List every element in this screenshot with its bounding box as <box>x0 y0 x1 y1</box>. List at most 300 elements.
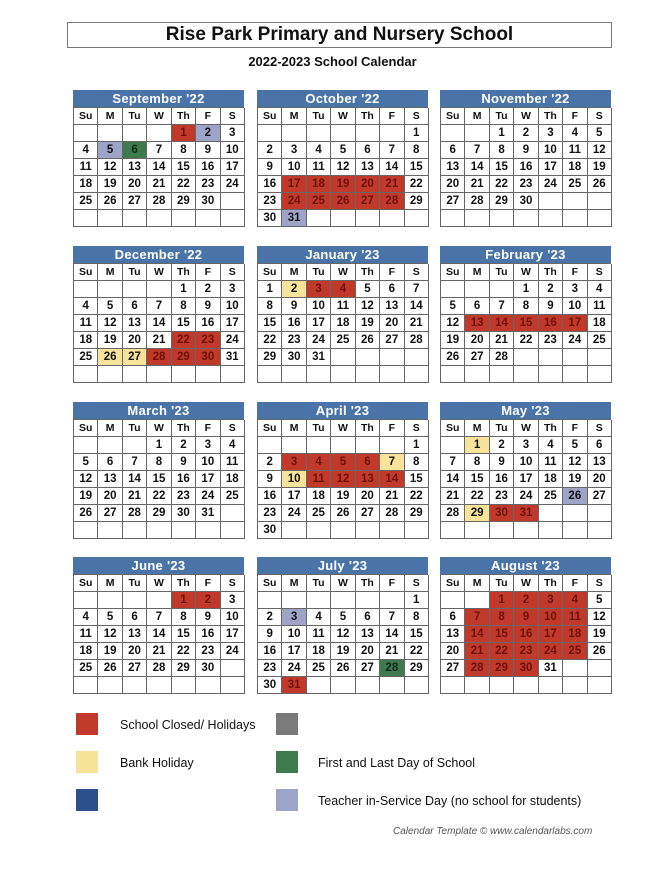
day-cell: 6 <box>98 454 122 471</box>
day-cell: 4 <box>74 609 98 626</box>
empty-cell <box>98 210 122 227</box>
day-cell: 28 <box>147 193 171 210</box>
day-cell: 23 <box>172 488 196 505</box>
day-cell: 12 <box>74 471 98 488</box>
day-cell: 3 <box>221 281 245 298</box>
day-cell: 15 <box>465 471 489 488</box>
day-cell: 25 <box>74 193 98 210</box>
day-cell: 19 <box>331 488 355 505</box>
day-cell: 20 <box>98 488 122 505</box>
day-cell: 6 <box>441 609 465 626</box>
day-cell: 2 <box>490 437 514 454</box>
day-cell: 30 <box>514 193 538 210</box>
weekday-header: S <box>588 420 612 437</box>
day-cell: 25 <box>307 660 331 677</box>
weekday-header: S <box>405 264 429 281</box>
empty-cell <box>307 125 331 142</box>
weekday-header: F <box>380 108 404 125</box>
day-cell: 20 <box>356 176 380 193</box>
month-calendar <box>73 402 244 539</box>
day-cell: 9 <box>196 142 220 159</box>
day-cell: 14 <box>465 626 489 643</box>
day-cell: 6 <box>356 142 380 159</box>
day-cell: 27 <box>123 660 147 677</box>
empty-cell <box>539 349 563 366</box>
day-cell: 4 <box>74 298 98 315</box>
empty-cell <box>441 210 465 227</box>
empty-cell <box>123 677 147 694</box>
day-cell: 24 <box>221 643 245 660</box>
day-cell: 4 <box>307 609 331 626</box>
day-cell: 13 <box>441 626 465 643</box>
day-cell: 9 <box>514 609 538 626</box>
day-cell: 24 <box>221 176 245 193</box>
day-cell: 25 <box>563 643 587 660</box>
day-cell: 18 <box>588 315 612 332</box>
day-cell: 17 <box>282 643 306 660</box>
day-cell: 20 <box>380 315 404 332</box>
weekday-header: Th <box>172 108 196 125</box>
empty-cell <box>588 366 612 383</box>
day-cell: 11 <box>563 609 587 626</box>
day-cell: 29 <box>172 193 196 210</box>
day-cell: 7 <box>490 298 514 315</box>
day-cell: 10 <box>221 298 245 315</box>
empty-cell <box>465 366 489 383</box>
month-grid <box>257 574 428 694</box>
empty-cell <box>74 592 98 609</box>
empty-cell <box>147 592 171 609</box>
day-cell: 10 <box>282 471 306 488</box>
day-cell: 14 <box>147 315 171 332</box>
day-cell: 8 <box>405 454 429 471</box>
day-cell: 18 <box>221 471 245 488</box>
empty-cell <box>123 281 147 298</box>
day-cell: 26 <box>98 349 122 366</box>
weekday-header: Su <box>441 575 465 592</box>
weekday-header: Tu <box>123 575 147 592</box>
day-cell: 14 <box>123 471 147 488</box>
empty-cell <box>380 677 404 694</box>
day-cell: 27 <box>380 332 404 349</box>
day-cell: 13 <box>123 626 147 643</box>
day-cell: 28 <box>405 332 429 349</box>
day-cell: 1 <box>490 592 514 609</box>
weekday-header: S <box>588 575 612 592</box>
empty-cell <box>331 592 355 609</box>
day-cell: 29 <box>258 349 282 366</box>
empty-cell <box>331 677 355 694</box>
empty-cell <box>356 592 380 609</box>
day-cell: 26 <box>98 193 122 210</box>
day-cell: 8 <box>490 609 514 626</box>
day-cell: 7 <box>380 142 404 159</box>
day-cell: 7 <box>465 609 489 626</box>
day-cell: 13 <box>123 159 147 176</box>
day-cell: 25 <box>307 505 331 522</box>
weekday-header: W <box>514 108 538 125</box>
day-cell: 16 <box>490 471 514 488</box>
legend-label-closed: School Closed/ Holidays <box>120 718 256 732</box>
day-cell: 12 <box>98 315 122 332</box>
weekday-header: Su <box>74 108 98 125</box>
day-cell: 11 <box>588 298 612 315</box>
weekday-header: F <box>196 420 220 437</box>
day-cell: 2 <box>258 454 282 471</box>
legend-label-inservice: Teacher in-Service Day (no school for students) <box>318 794 582 808</box>
month-calendar <box>440 402 611 539</box>
day-cell: 19 <box>98 643 122 660</box>
day-cell: 19 <box>441 332 465 349</box>
empty-cell <box>196 522 220 539</box>
day-cell: 7 <box>147 142 171 159</box>
day-cell: 7 <box>380 609 404 626</box>
day-cell: 9 <box>258 471 282 488</box>
day-cell: 21 <box>380 643 404 660</box>
template-credit: Calendar Template © www.calendarlabs.com <box>393 826 593 837</box>
month-grid <box>73 107 244 227</box>
weekday-header: F <box>563 264 587 281</box>
legend-swatch-blue <box>76 789 98 811</box>
day-cell: 4 <box>307 454 331 471</box>
day-cell: 29 <box>490 660 514 677</box>
weekday-header: Th <box>539 575 563 592</box>
legend-swatch-bank <box>76 751 98 773</box>
day-cell: 26 <box>98 660 122 677</box>
day-cell: 10 <box>196 454 220 471</box>
month-grid <box>257 107 428 227</box>
weekday-header: S <box>221 575 245 592</box>
empty-cell <box>490 366 514 383</box>
weekday-header: Tu <box>490 108 514 125</box>
month-title: September '22 <box>73 90 244 107</box>
empty-cell <box>221 522 245 539</box>
day-cell: 9 <box>258 626 282 643</box>
day-cell: 30 <box>196 349 220 366</box>
day-cell: 9 <box>490 454 514 471</box>
day-cell: 15 <box>514 315 538 332</box>
day-cell: 22 <box>147 488 171 505</box>
day-cell: 29 <box>405 660 429 677</box>
day-cell: 20 <box>123 643 147 660</box>
day-cell: 26 <box>331 660 355 677</box>
weekday-header: Th <box>172 264 196 281</box>
day-cell: 23 <box>514 643 538 660</box>
day-cell: 8 <box>465 454 489 471</box>
weekday-header: W <box>147 108 171 125</box>
month-grid <box>257 419 428 539</box>
empty-cell <box>221 505 245 522</box>
weekday-header: Th <box>356 108 380 125</box>
day-cell: 5 <box>74 454 98 471</box>
day-cell: 6 <box>465 298 489 315</box>
day-cell: 15 <box>172 159 196 176</box>
legend-swatch-firstlast <box>276 751 298 773</box>
day-cell: 27 <box>356 660 380 677</box>
day-cell: 11 <box>74 159 98 176</box>
empty-cell <box>98 522 122 539</box>
day-cell: 3 <box>282 454 306 471</box>
empty-cell <box>221 660 245 677</box>
day-cell: 7 <box>465 142 489 159</box>
empty-cell <box>465 210 489 227</box>
day-cell: 27 <box>356 505 380 522</box>
day-cell: 9 <box>539 298 563 315</box>
day-cell: 24 <box>282 193 306 210</box>
empty-cell <box>307 437 331 454</box>
day-cell: 10 <box>514 454 538 471</box>
month-calendar <box>73 557 244 694</box>
day-cell: 13 <box>356 626 380 643</box>
day-cell: 6 <box>441 142 465 159</box>
day-cell: 26 <box>331 505 355 522</box>
month-calendar <box>440 557 611 694</box>
day-cell: 27 <box>441 193 465 210</box>
day-cell: 11 <box>539 454 563 471</box>
day-cell: 1 <box>258 281 282 298</box>
day-cell: 13 <box>98 471 122 488</box>
weekday-header: W <box>147 575 171 592</box>
empty-cell <box>563 366 587 383</box>
weekday-header: M <box>465 108 489 125</box>
weekday-header: Su <box>74 420 98 437</box>
empty-cell <box>490 522 514 539</box>
empty-cell <box>172 677 196 694</box>
day-cell: 2 <box>196 125 220 142</box>
empty-cell <box>588 210 612 227</box>
empty-cell <box>74 125 98 142</box>
month-calendar <box>257 402 428 539</box>
empty-cell <box>356 522 380 539</box>
day-cell: 19 <box>563 471 587 488</box>
empty-cell <box>465 522 489 539</box>
day-cell: 26 <box>331 193 355 210</box>
day-cell: 17 <box>307 315 331 332</box>
day-cell: 9 <box>172 454 196 471</box>
empty-cell <box>563 522 587 539</box>
weekday-header: Tu <box>307 108 331 125</box>
empty-cell <box>465 281 489 298</box>
day-cell: 25 <box>74 349 98 366</box>
empty-cell <box>331 366 355 383</box>
day-cell: 22 <box>514 332 538 349</box>
weekday-header: F <box>563 420 587 437</box>
day-cell: 29 <box>405 193 429 210</box>
empty-cell <box>74 677 98 694</box>
day-cell: 16 <box>258 643 282 660</box>
day-cell: 6 <box>356 609 380 626</box>
weekday-header: S <box>588 264 612 281</box>
weekday-header: F <box>380 575 404 592</box>
weekday-header: Su <box>258 264 282 281</box>
day-cell: 17 <box>514 471 538 488</box>
empty-cell <box>258 592 282 609</box>
day-cell: 17 <box>282 488 306 505</box>
day-cell: 10 <box>221 142 245 159</box>
day-cell: 6 <box>123 298 147 315</box>
empty-cell <box>282 125 306 142</box>
day-cell: 16 <box>258 176 282 193</box>
day-cell: 20 <box>465 332 489 349</box>
empty-cell <box>539 522 563 539</box>
day-cell: 22 <box>490 643 514 660</box>
day-cell: 16 <box>539 315 563 332</box>
day-cell: 11 <box>307 471 331 488</box>
day-cell: 29 <box>147 505 171 522</box>
weekday-header: W <box>331 575 355 592</box>
day-cell: 5 <box>98 298 122 315</box>
day-cell: 24 <box>196 488 220 505</box>
day-cell: 17 <box>539 159 563 176</box>
day-cell: 14 <box>405 298 429 315</box>
empty-cell <box>514 522 538 539</box>
day-cell: 23 <box>196 332 220 349</box>
day-cell: 2 <box>196 281 220 298</box>
day-cell: 16 <box>196 159 220 176</box>
day-cell: 29 <box>490 193 514 210</box>
day-cell: 23 <box>258 505 282 522</box>
empty-cell <box>588 193 612 210</box>
day-cell: 17 <box>196 471 220 488</box>
weekday-header: Th <box>539 108 563 125</box>
empty-cell <box>282 592 306 609</box>
empty-cell <box>588 660 612 677</box>
day-cell: 16 <box>514 159 538 176</box>
empty-cell <box>405 349 429 366</box>
empty-cell <box>331 349 355 366</box>
day-cell: 19 <box>98 332 122 349</box>
empty-cell <box>563 193 587 210</box>
day-cell: 30 <box>514 660 538 677</box>
day-cell: 28 <box>490 349 514 366</box>
month-grid <box>73 419 244 539</box>
day-cell: 18 <box>74 332 98 349</box>
day-cell: 22 <box>258 332 282 349</box>
day-cell: 13 <box>123 315 147 332</box>
empty-cell <box>147 281 171 298</box>
day-cell: 1 <box>405 125 429 142</box>
day-cell: 5 <box>98 609 122 626</box>
empty-cell <box>490 677 514 694</box>
empty-cell <box>490 281 514 298</box>
day-cell: 23 <box>196 643 220 660</box>
day-cell: 31 <box>539 660 563 677</box>
day-cell: 27 <box>441 660 465 677</box>
day-cell: 16 <box>196 626 220 643</box>
empty-cell <box>98 125 122 142</box>
day-cell: 21 <box>441 488 465 505</box>
empty-cell <box>490 210 514 227</box>
empty-cell <box>331 210 355 227</box>
calendar-subtitle: 2022-2023 School Calendar <box>248 54 417 69</box>
day-cell: 23 <box>196 176 220 193</box>
day-cell: 15 <box>147 471 171 488</box>
empty-cell <box>123 366 147 383</box>
month-title: November '22 <box>440 90 611 107</box>
month-grid <box>73 574 244 694</box>
day-cell: 20 <box>356 488 380 505</box>
day-cell: 21 <box>490 332 514 349</box>
day-cell: 15 <box>490 626 514 643</box>
empty-cell <box>307 522 331 539</box>
day-cell: 24 <box>539 176 563 193</box>
empty-cell <box>98 677 122 694</box>
empty-cell <box>221 366 245 383</box>
empty-cell <box>380 366 404 383</box>
month-grid <box>440 107 611 227</box>
empty-cell <box>307 366 331 383</box>
day-cell: 25 <box>221 488 245 505</box>
day-cell: 2 <box>514 125 538 142</box>
weekday-header: Su <box>74 575 98 592</box>
day-cell: 3 <box>282 609 306 626</box>
day-cell: 4 <box>588 281 612 298</box>
day-cell: 4 <box>307 142 331 159</box>
weekday-header: M <box>282 108 306 125</box>
empty-cell <box>441 281 465 298</box>
day-cell: 20 <box>123 176 147 193</box>
day-cell: 21 <box>405 315 429 332</box>
day-cell: 12 <box>331 159 355 176</box>
day-cell: 8 <box>405 142 429 159</box>
weekday-header: Tu <box>490 575 514 592</box>
day-cell: 14 <box>490 315 514 332</box>
day-cell: 5 <box>588 125 612 142</box>
school-title: Rise Park Primary and Nursery School <box>67 22 612 48</box>
weekday-header: W <box>514 420 538 437</box>
day-cell: 1 <box>172 281 196 298</box>
day-cell: 15 <box>258 315 282 332</box>
day-cell: 30 <box>282 349 306 366</box>
day-cell: 11 <box>331 298 355 315</box>
day-cell: 7 <box>405 281 429 298</box>
day-cell: 18 <box>331 315 355 332</box>
empty-cell <box>356 210 380 227</box>
weekday-header: M <box>98 420 122 437</box>
empty-cell <box>258 125 282 142</box>
month-calendar <box>440 246 611 383</box>
day-cell: 12 <box>441 315 465 332</box>
weekday-header: Su <box>74 264 98 281</box>
day-cell: 15 <box>405 159 429 176</box>
day-cell: 7 <box>123 454 147 471</box>
day-cell: 21 <box>123 488 147 505</box>
day-cell: 11 <box>74 315 98 332</box>
day-cell: 19 <box>588 626 612 643</box>
day-cell: 29 <box>172 349 196 366</box>
empty-cell <box>563 660 587 677</box>
day-cell: 20 <box>356 643 380 660</box>
day-cell: 19 <box>588 159 612 176</box>
empty-cell <box>147 210 171 227</box>
day-cell: 26 <box>441 349 465 366</box>
weekday-header: W <box>514 264 538 281</box>
day-cell: 11 <box>307 626 331 643</box>
empty-cell <box>147 677 171 694</box>
empty-cell <box>282 366 306 383</box>
empty-cell <box>588 505 612 522</box>
day-cell: 18 <box>307 488 331 505</box>
weekday-header: Th <box>539 420 563 437</box>
day-cell: 18 <box>307 643 331 660</box>
day-cell: 17 <box>221 159 245 176</box>
month-calendar <box>257 557 428 694</box>
empty-cell <box>563 677 587 694</box>
day-cell: 18 <box>563 159 587 176</box>
empty-cell <box>563 210 587 227</box>
day-cell: 19 <box>74 488 98 505</box>
month-grid <box>440 419 611 539</box>
